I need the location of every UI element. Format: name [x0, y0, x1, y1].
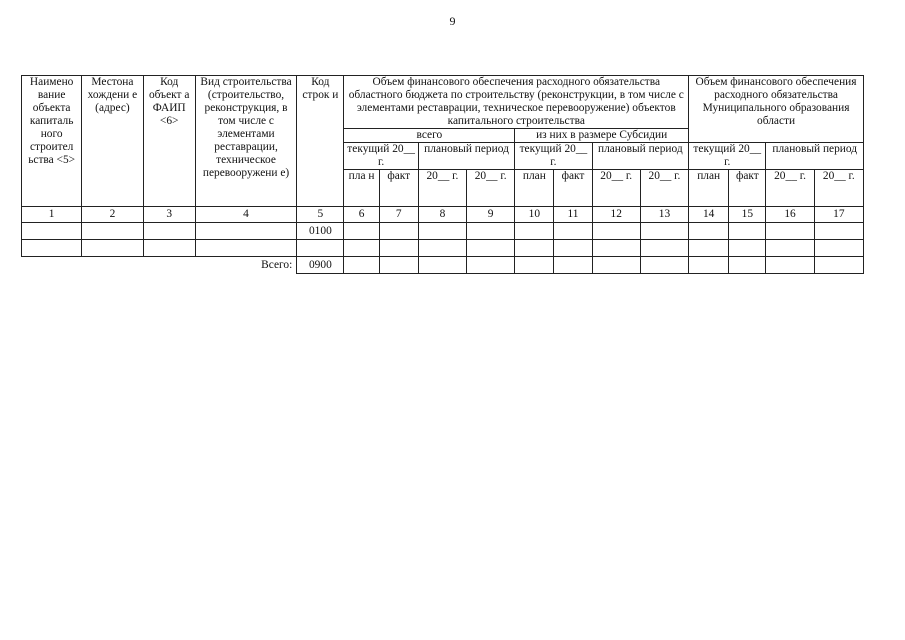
row-code-cell: 0100 [297, 223, 344, 240]
table-cell[interactable] [22, 223, 82, 240]
total-label: Всего: [261, 258, 293, 271]
table-cell[interactable] [379, 223, 418, 240]
table-cell[interactable] [689, 257, 729, 274]
table-row [22, 223, 864, 240]
column-number: 14 [689, 207, 729, 223]
table-cell[interactable] [143, 223, 195, 240]
table-cell[interactable] [689, 223, 729, 240]
header-row-code: Код строк и [297, 76, 344, 207]
table-cell[interactable] [766, 257, 814, 274]
table-cell[interactable] [766, 223, 814, 240]
table-cell[interactable] [22, 240, 82, 257]
total-row [22, 257, 864, 274]
header-current-year: текущий 20__ г. [344, 143, 418, 170]
table-cell[interactable] [344, 240, 379, 257]
header-current-year: текущий 20__ г. [689, 143, 766, 170]
table-cell[interactable] [515, 223, 554, 240]
column-number: 2 [82, 207, 143, 223]
header-total: всего [344, 129, 515, 143]
table-cell[interactable] [554, 223, 592, 240]
table-cell[interactable] [418, 257, 466, 274]
table-cell[interactable] [729, 223, 766, 240]
table-cell[interactable] [418, 240, 466, 257]
financing-table [21, 75, 864, 274]
header-planned-period: плановый период [766, 143, 864, 170]
column-number-row [22, 207, 864, 223]
header-regional-budget: Объем финансового обеспечения расходного обязательства областного бюджета по строительству (реконструкции, в том числе с элементами реставрации, техническое перевооружение) объектов капитального строительства [344, 76, 689, 129]
table-cell[interactable] [814, 223, 863, 240]
row-code-cell[interactable] [297, 240, 344, 257]
column-number: 12 [592, 207, 640, 223]
column-number: 4 [195, 207, 296, 223]
header-year: 20__ г. [814, 170, 863, 207]
header-faip-code: Код объект а ФАИП <6> [143, 76, 195, 207]
table-cell[interactable] [554, 257, 592, 274]
header-location: Местона хождени е (адрес) [82, 76, 143, 207]
table-cell[interactable] [592, 257, 640, 274]
table-cell[interactable] [592, 240, 640, 257]
header-fact: факт [729, 170, 766, 207]
total-code-cell: 0900 [297, 257, 344, 274]
column-number: 9 [467, 207, 515, 223]
header-fact: факт [554, 170, 592, 207]
header-year: 20__ г. [467, 170, 515, 207]
column-number: 10 [515, 207, 554, 223]
column-number: 15 [729, 207, 766, 223]
header-year: 20__ г. [766, 170, 814, 207]
table-cell[interactable] [143, 240, 195, 257]
table-cell[interactable] [379, 240, 418, 257]
column-number: 13 [640, 207, 688, 223]
header-construction-type: Вид строительства (строительство, реконструкция, в том числе с элементами реставрации, техническое перевооружени е) [195, 76, 296, 207]
table-cell[interactable] [729, 240, 766, 257]
table-cell[interactable] [82, 240, 143, 257]
table-cell[interactable] [814, 240, 863, 257]
header-plan: план [689, 170, 729, 207]
table-cell[interactable] [814, 257, 863, 274]
header-fact: факт [379, 170, 418, 207]
table-cell[interactable] [729, 257, 766, 274]
table-cell[interactable] [515, 257, 554, 274]
table-cell[interactable] [344, 257, 379, 274]
table-cell[interactable] [82, 223, 143, 240]
table-cell[interactable] [467, 223, 515, 240]
column-number: 16 [766, 207, 814, 223]
header-plan: план [515, 170, 554, 207]
column-number: 11 [554, 207, 592, 223]
column-number: 7 [379, 207, 418, 223]
page-number: 9 [449, 14, 456, 28]
table-cell[interactable] [418, 223, 466, 240]
table-cell[interactable] [344, 223, 379, 240]
table-cell[interactable] [592, 223, 640, 240]
column-number: 3 [143, 207, 195, 223]
column-number: 8 [418, 207, 466, 223]
table-cell[interactable] [467, 257, 515, 274]
table-cell[interactable] [640, 257, 688, 274]
header-planned-period: плановый период [418, 143, 514, 170]
header-year: 20__ г. [592, 170, 640, 207]
header-planned-period: плановый период [592, 143, 688, 170]
table-row [22, 240, 864, 257]
table-cell[interactable] [379, 257, 418, 274]
header-year: 20__ г. [418, 170, 466, 207]
table-cell[interactable] [515, 240, 554, 257]
header-municipal-budget: Объем финансового обеспечения расходного обязательства Муниципального образования области [689, 76, 864, 143]
column-number: 5 [297, 207, 344, 223]
table-cell[interactable] [195, 223, 296, 240]
table-cell[interactable] [689, 240, 729, 257]
header-current-year: текущий 20__ г. [515, 143, 592, 170]
table-cell[interactable] [554, 240, 592, 257]
header-year: 20__ г. [640, 170, 688, 207]
header-subsidy: из них в размере Субсидии [515, 129, 689, 143]
table-cell[interactable] [467, 240, 515, 257]
header-object-name: Наимено вание объекта капиталь ного строител ьства <5> [22, 76, 82, 207]
table-cell[interactable] [766, 240, 814, 257]
table-cell[interactable] [195, 240, 296, 257]
table-cell[interactable] [640, 223, 688, 240]
column-number: 6 [344, 207, 379, 223]
column-number: 1 [22, 207, 82, 223]
column-number: 17 [814, 207, 863, 223]
header-plan: пла н [344, 170, 379, 207]
table-cell[interactable] [640, 240, 688, 257]
